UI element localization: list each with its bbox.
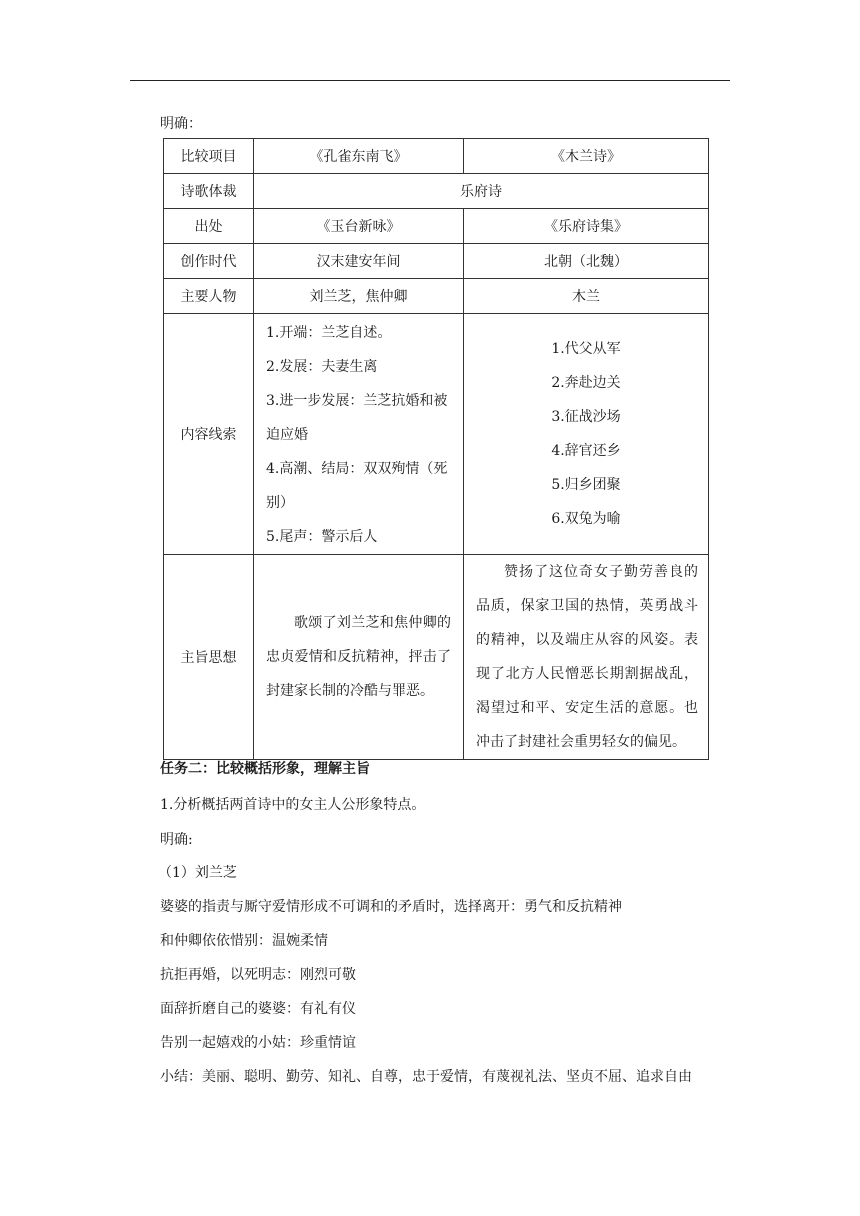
table-cell: 《乐府诗集》 bbox=[464, 209, 709, 244]
answer-label: 明确: bbox=[160, 832, 193, 848]
table-row bbox=[164, 139, 709, 174]
row-label: 内容线索 bbox=[164, 314, 254, 555]
table-row bbox=[164, 174, 709, 209]
row-label: 主要人物 bbox=[164, 279, 254, 314]
genre-value: 乐府诗 bbox=[254, 174, 709, 209]
body-line: 和仲卿依依惜别：温婉柔情 bbox=[160, 933, 328, 949]
section-heading: 任务二：比较概括形象，理解主旨 bbox=[160, 761, 370, 777]
header-cell: 比较项目 bbox=[164, 139, 254, 174]
list-item: 6.双兔为喻 bbox=[551, 511, 621, 527]
question-text: 1.分析概括两首诗中的女主人公形象特点。 bbox=[160, 797, 426, 813]
table-row bbox=[164, 555, 709, 760]
list-item: 5.归乡团聚 bbox=[551, 477, 621, 493]
list-item: 4.辞官还乡 bbox=[551, 443, 621, 459]
table-cell: 北朝（北魏） bbox=[464, 244, 709, 279]
subheading: （1）刘兰芝 bbox=[158, 865, 237, 881]
content-list-a bbox=[254, 314, 464, 555]
list-item: 1.代父从军 bbox=[551, 341, 621, 357]
table-cell: 《玉台新咏》 bbox=[254, 209, 464, 244]
row-label: 创作时代 bbox=[164, 244, 254, 279]
table-row bbox=[164, 279, 709, 314]
body-line: 面辞折磨自己的婆婆：有礼有仪 bbox=[160, 1001, 356, 1017]
list-item: 5.尾声：警示后人 bbox=[266, 529, 378, 545]
list-item: 2.奔赴边关 bbox=[551, 375, 621, 391]
theme-text-a: 歌颂了刘兰芝和焦仲卿的忠贞爱情和反抗精神，抨击了封建家长制的冷酷与罪恶。 bbox=[266, 615, 451, 699]
body-line: 婆婆的指责与厮守爱情形成不可调和的矛盾时，选择离开：勇气和反抗精神 bbox=[160, 899, 622, 915]
list-item: 2.发展：夫妻生离 bbox=[266, 359, 378, 375]
summary-line: 小结：美丽、聪明、勤劳、知礼、自尊，忠于爱情，有蔑视礼法、坚贞不屈、追求自由 bbox=[160, 1069, 692, 1085]
body-line: 抗拒再婚，以死明志：刚烈可敬 bbox=[160, 967, 356, 983]
table-row bbox=[164, 244, 709, 279]
table-cell: 刘兰芝，焦仲卿 bbox=[254, 279, 464, 314]
content-list-b bbox=[464, 314, 709, 555]
theme-text-b: 赞扬了这位奇女子勤劳善良的品质，保家卫国的热情，英勇战斗的精神，以及端庄从容的风姿。表现了北方人民憎恶长期割据战乱，渴望过和平、安定生活的意愿。也冲击了封建社会重男轻女的偏见。 bbox=[476, 564, 698, 750]
header-rule bbox=[130, 80, 730, 81]
answer-label: 明确： bbox=[160, 116, 202, 132]
list-item: 1.开端：兰芝自述。 bbox=[266, 325, 392, 341]
table-row bbox=[164, 209, 709, 244]
row-label: 主旨思想 bbox=[164, 555, 254, 760]
list-item: 3.进一步发展：兰芝抗婚和被迫应婚 bbox=[266, 393, 448, 443]
header-cell: 《孔雀东南飞》 bbox=[254, 139, 464, 174]
table-cell: 木兰 bbox=[464, 279, 709, 314]
list-item: 3.征战沙场 bbox=[551, 409, 621, 425]
list-item: 4.高潮、结局：双双殉情（死别） bbox=[266, 461, 448, 511]
comparison-table bbox=[163, 138, 709, 760]
table-row bbox=[164, 314, 709, 555]
header-cell: 《木兰诗》 bbox=[464, 139, 709, 174]
table-cell bbox=[254, 555, 464, 760]
body-line: 告别一起嬉戏的小姑：珍重情谊 bbox=[160, 1035, 356, 1051]
row-label: 出处 bbox=[164, 209, 254, 244]
row-label: 诗歌体裁 bbox=[164, 174, 254, 209]
table-cell bbox=[464, 555, 709, 760]
table-cell: 汉末建安年间 bbox=[254, 244, 464, 279]
